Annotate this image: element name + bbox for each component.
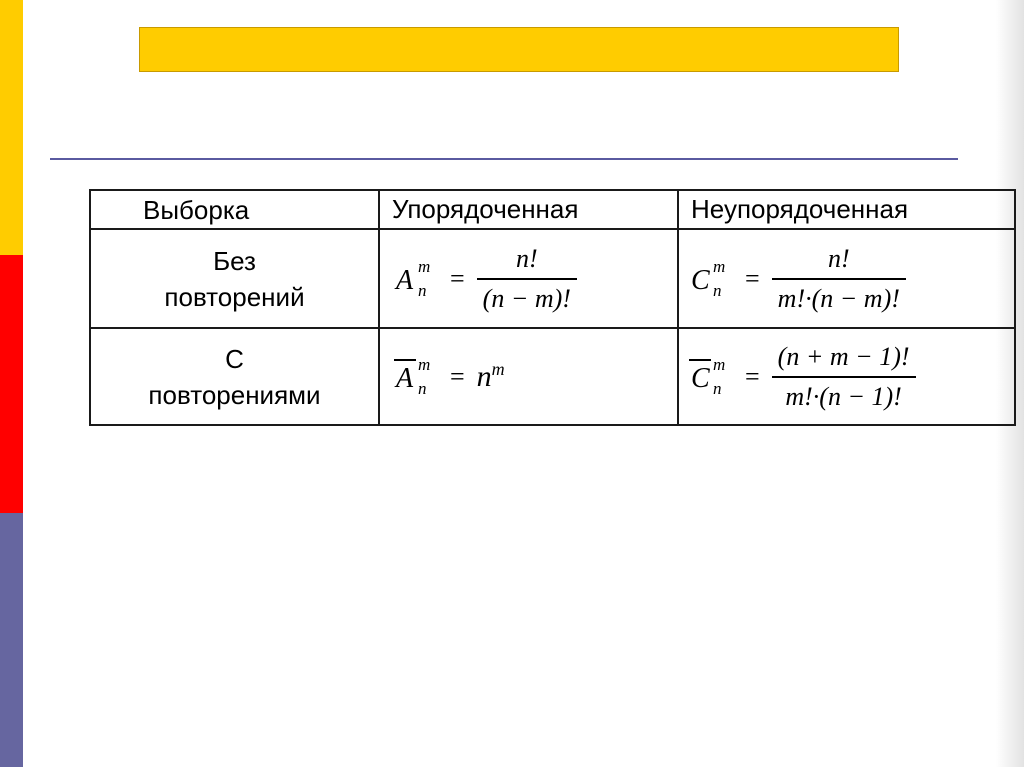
formula-combinations-repetition — [678, 328, 1015, 425]
combinatorics-table — [89, 189, 1016, 426]
denominator: (n − m)! — [482, 283, 571, 313]
table-row-without-repetition — [90, 229, 1015, 328]
row-label-without-repetition — [90, 229, 379, 328]
numerator: n! — [827, 243, 850, 273]
combination-symbol: C m n — [691, 256, 726, 300]
header-sample: Выборка — [90, 190, 379, 229]
divider-rule — [50, 158, 958, 160]
table-row-with-repetition — [90, 328, 1015, 425]
fraction — [477, 244, 577, 314]
denominator: m!·(n − m)! — [777, 283, 900, 313]
row-label-line1: С — [225, 343, 244, 374]
left-stripe-yellow — [0, 0, 23, 255]
arrangement-symbol: A m n — [396, 256, 431, 300]
title-bar — [139, 27, 899, 72]
header-ordered: Упорядоченная — [379, 190, 678, 229]
table-header-row — [90, 190, 1015, 229]
left-stripe-red — [0, 255, 23, 513]
left-stripe-blue — [0, 513, 23, 767]
fraction — [772, 342, 916, 412]
power-expression: $n^m$ — [476, 359, 505, 393]
numerator: n! — [515, 243, 538, 273]
row-label-with-repetition — [90, 328, 379, 425]
row-label-line1: Без — [213, 245, 256, 276]
fraction — [772, 244, 906, 314]
formula-combinations — [678, 229, 1015, 328]
header-unordered: Неупорядоченная — [678, 190, 1015, 229]
equals-sign: = — [450, 263, 465, 293]
row-label-line2: повторений — [164, 281, 305, 312]
equals-sign: = — [745, 263, 760, 293]
arrangement-bar-symbol: A m n — [396, 354, 431, 398]
formula-arrangements-repetition — [379, 328, 678, 425]
formula-arrangements — [379, 229, 678, 328]
equals-sign: = — [745, 361, 760, 391]
numerator: (n + m − 1)! — [777, 341, 910, 371]
combination-bar-symbol: C m n — [691, 354, 726, 398]
equals-sign: = — [450, 361, 465, 391]
row-label-line2: повторениями — [148, 379, 321, 410]
denominator: m!·(n − 1)! — [785, 381, 902, 411]
